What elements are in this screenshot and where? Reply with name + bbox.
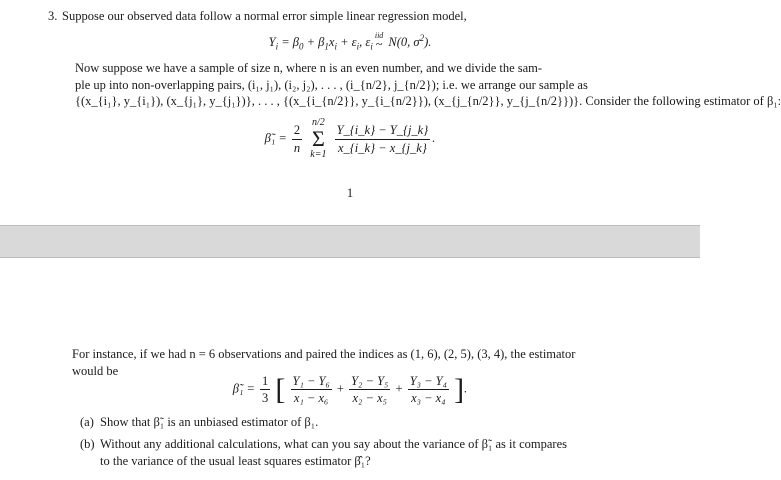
page-number: 1 [346, 186, 354, 200]
eq-sub: 1 [324, 41, 329, 52]
summand-fraction [335, 122, 431, 156]
problem-number: 3. [48, 9, 58, 23]
term-3-numerator: Y₃ − Y₄ [408, 373, 449, 391]
term-1 [291, 373, 332, 407]
example-equation [0, 370, 700, 410]
problem-intro [0, 8, 700, 25]
model-equation [0, 32, 700, 51]
intro-text: Suppose our observed data follow a normal error simple linear regression model, [62, 9, 467, 23]
page-2 [0, 258, 700, 480]
term-1-numerator: Y₁ − Y₆ [291, 373, 332, 391]
eq-sub: 0 [299, 41, 304, 52]
sum-upper: n/2 [311, 117, 325, 128]
eq-sub: i [370, 41, 373, 52]
part-a-label: (a) [80, 415, 94, 429]
eq-part: , ε [359, 35, 371, 50]
part-b [80, 436, 660, 469]
plus-sign: + [395, 381, 406, 396]
eq-part: + ε [337, 35, 357, 50]
eq-part: N(0, σ [385, 35, 420, 50]
sum-lower: k=1 [310, 149, 327, 160]
term-3-denominator: x₃ − x₄ [411, 391, 446, 406]
eq-part: = β [278, 35, 299, 50]
example-coef-denominator: 3 [262, 391, 269, 406]
iid-label: iid [374, 31, 384, 40]
paragraph [0, 60, 781, 110]
tilde-symbol: ~ [375, 37, 383, 52]
coef-numerator: 2 [292, 122, 302, 140]
left-bracket: [ [275, 373, 286, 406]
paragraph-line-2: ple up into non-overlapping pairs, (i₁, j₁), (i₂, j₂), . . . , (i_{n/2}, j_{n/2}); i.e. we arrange our sample as [75, 77, 588, 92]
example-coef-numerator: 1 [260, 373, 270, 391]
estimator-equation [0, 118, 700, 160]
coefficient-fraction [292, 122, 302, 156]
term-2-denominator: x₂ − x₅ [352, 391, 387, 406]
example-lhs: β̃₁ = [232, 381, 259, 396]
example-coefficient [260, 373, 270, 407]
part-b-label: (b) [80, 437, 95, 451]
sum-symbol: Σ [311, 126, 325, 151]
eq-part: x [328, 35, 335, 50]
term-3 [408, 373, 449, 407]
example-line-2: would be [72, 363, 119, 378]
iid-tilde [375, 32, 383, 50]
part-a [80, 414, 660, 431]
example-line-1: For instance, if we had n = 6 observations and paired the indices as (1, 6), (2, 5), (3, 4), the estimator [72, 347, 576, 361]
paragraph-line-3: {(x_{i₁}, y_{i₁}), (x_{j₁}, y_{j₁})}, . . . , {(x_{i_{n/2}}, y_{i_{n/2}}), (x_{j_{n/2}}, y_{j_{n/2}})}. Consider the following estimator of β₁: [75, 94, 781, 108]
estimator-lhs: β̃₁ = [264, 130, 290, 145]
eq-sub: i [275, 41, 279, 52]
plus-sign: + [336, 381, 348, 396]
eq-part: + β [303, 35, 325, 50]
part-b-line-2: to the variance of the usual least squares estimator β̂₁? [100, 453, 371, 468]
term-2-numerator: Y₂ − Y₅ [349, 373, 390, 391]
eq-sub: i [356, 41, 360, 52]
part-a-text: Show that β̃₁ is an unbiased estimator of β₁. [100, 415, 319, 429]
term-2 [349, 373, 390, 407]
eq-part: ). [424, 35, 432, 50]
summand-denominator: x_{i_k} − x_{j_k} [338, 140, 427, 155]
summation [310, 118, 326, 160]
summand-numerator: Y_{i_k} − Y_{j_k} [335, 122, 431, 140]
eq-end: . [464, 381, 468, 396]
right-bracket: ] [454, 373, 465, 406]
part-b-line-1: Without any additional calculations, what can you say about the variance of β̃₁ as it compares [100, 437, 568, 451]
page-1 [0, 0, 781, 225]
eq-end: . [432, 130, 436, 145]
eq-sup: 2 [419, 33, 425, 44]
page-gap [0, 225, 700, 258]
eq-sub: i [334, 41, 337, 52]
paragraph-line-1: Now suppose we have a sample of size n, where n is an even number, and we divide the sam- [75, 61, 543, 75]
coef-denominator: n [293, 140, 301, 155]
eq-part: Y [268, 35, 276, 50]
term-1-denominator: x₁ − x₆ [293, 391, 329, 406]
